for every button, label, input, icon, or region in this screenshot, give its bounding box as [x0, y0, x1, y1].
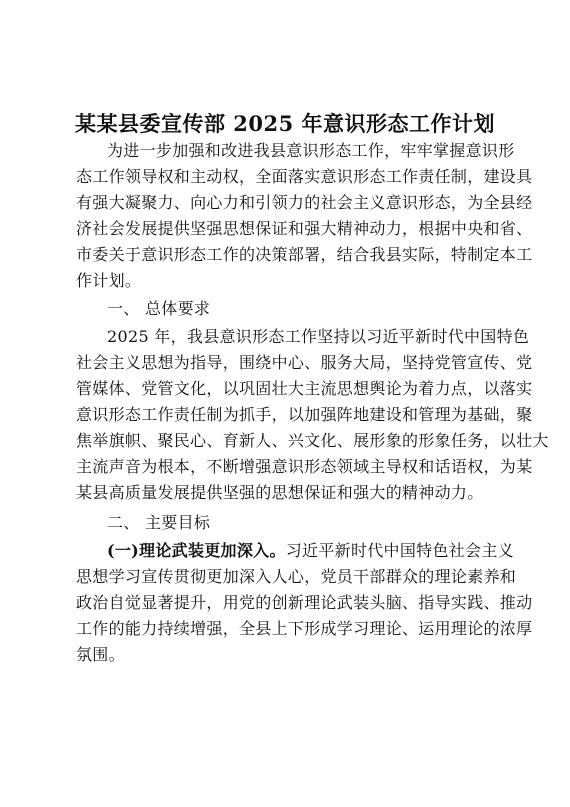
paragraph-line: 意识形态工作责任制为抓手，以加强阵地建设和管理为基础，聚 — [76, 405, 533, 424]
intro-line: 有强大凝聚力、向心力和引领力的社会主义意识形态，为全县经 — [76, 193, 533, 212]
paragraph-line: 2025 年，我县意识形态工作坚持以习近平新时代中国特色 — [107, 327, 530, 346]
paragraph-line: 焦举旗帜、聚民心、育新人、兴文化、展形象的形象任务，以壮大 — [76, 431, 549, 450]
goal-first-line — [107, 540, 514, 562]
paragraph-line: 某县高质量发展提供坚强的思想保证和强大的精神动力。 — [76, 483, 484, 502]
paragraph-line: 社会主义思想为指导，围绕中心、服务大局，坚持党管宣传、党 — [76, 353, 533, 372]
section-heading: 二、 主要目标 — [107, 513, 211, 532]
paragraph-line: 管媒体、党管文化，以巩固壮大主流思想舆论为着力点，以落实 — [76, 379, 533, 398]
paragraph-line: 政治自觉显著提升，用党的创新理论武装头脑、指导实践、推动 — [76, 593, 533, 612]
document-title: 某某县委宣传部 2025 年意识形态工作计划 — [74, 111, 496, 136]
paragraph-line: 主流声音为根本，不断增强意识形态领域主导权和话语权，为某 — [76, 457, 533, 476]
intro-line: 济社会发展提供坚强思想保证和强大精神动力，根据中央和省、 — [76, 219, 533, 238]
intro-line: 态工作领导权和主动权，全面落实意识形态工作责任制，建设具 — [76, 167, 533, 186]
intro-line: 为进一步加强和改进我县意识形态工作，牢牢掌握意识形 — [107, 141, 515, 160]
goal-title: (一)理论武装更加深入。 — [107, 541, 286, 560]
intro-line: 市委关于意识形态工作的决策部署，结合我县实际，特制定本工 — [76, 245, 533, 264]
paragraph-line: 氛围。 — [76, 645, 125, 664]
section-heading: 一、 总体要求 — [107, 299, 211, 318]
goal-text: 习近平新时代中国特色社会主义 — [285, 541, 514, 560]
intro-line: 作计划。 — [76, 271, 142, 290]
paragraph-line: 工作的能力持续增强，全县上下形成学习理论、运用理论的浓厚 — [76, 619, 533, 638]
paragraph-line: 思想学习宣传贯彻更加深入人心，党员干部群众的理论素养和 — [76, 567, 517, 586]
